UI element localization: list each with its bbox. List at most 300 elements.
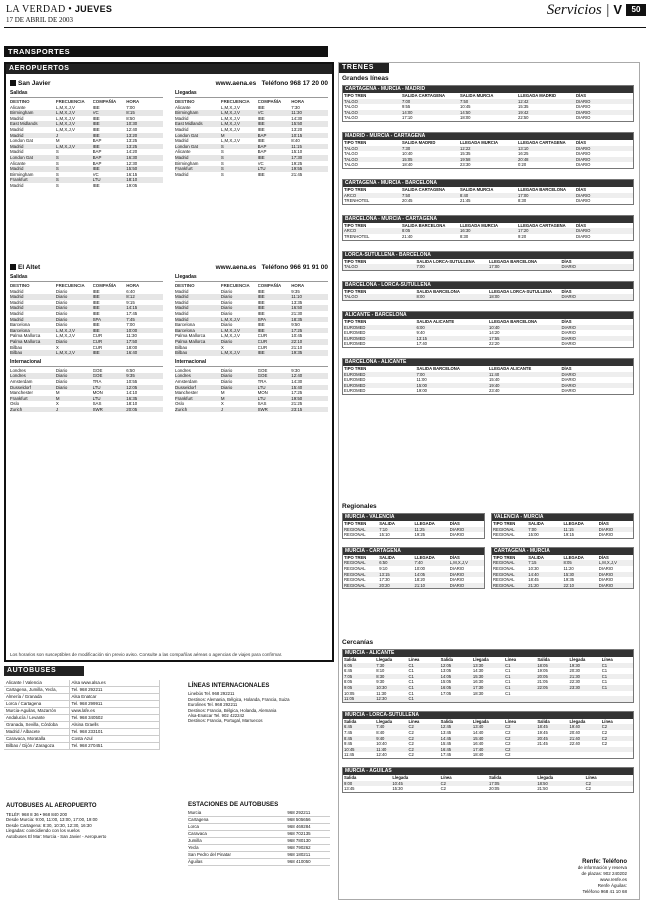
cell: M: [220, 132, 225, 138]
cell: Londres: [10, 367, 26, 373]
cell: REGIONAL: [493, 577, 515, 583]
column-header: Línea: [601, 718, 613, 724]
column-header: DÍAS: [449, 521, 460, 526]
list-item: [4, 743, 160, 750]
cell: C2: [505, 735, 511, 741]
column-header: DÍAS: [576, 222, 587, 228]
table-row: [343, 162, 633, 168]
cell: 9:30: [291, 367, 300, 373]
cell: C1: [505, 662, 511, 668]
table-row: [343, 786, 633, 792]
cell: 16:30: [126, 154, 138, 160]
cell: IBE: [92, 126, 100, 132]
cell: Lorca / Cartagena: [4, 701, 70, 707]
cell: 18:00: [460, 115, 471, 121]
cell: 16:30: [472, 679, 484, 685]
column-header: FRECUENCIA: [55, 283, 85, 288]
text-line: Renfe Águilas:: [597, 883, 627, 888]
cell: [504, 696, 536, 702]
cell: 17:40: [472, 746, 484, 752]
column-header: LLEGADA CARTAGENA: [518, 140, 566, 145]
cell: DIARIO: [449, 577, 465, 583]
cell: S: [220, 143, 224, 149]
cell: L,M,X,J,V: [220, 333, 240, 339]
cell: IBE: [92, 104, 100, 110]
cell: 22:05: [537, 684, 548, 690]
text-line: Eurolines Tel. 968 292211: [188, 702, 238, 708]
cell: 21:50: [537, 786, 548, 792]
cell: Jumilla: [188, 838, 202, 843]
cell: Madrid: [175, 115, 189, 121]
cell: TALGO: [344, 294, 358, 300]
cell: 9:35: [291, 288, 300, 294]
cell: 17:40: [416, 341, 427, 347]
page-number: 50: [626, 4, 646, 16]
cell: Birmingham: [10, 171, 34, 177]
column-header: LLEGADA ALICANTE: [489, 366, 532, 371]
cell: EUROMED: [344, 388, 366, 394]
cell: Alicante / Valencia: [4, 680, 70, 686]
cell: 10:00: [126, 327, 138, 333]
bus-companies-table: [4, 680, 160, 750]
cell: 22:50: [518, 115, 529, 121]
cell: IBE: [257, 154, 265, 160]
header-rule: [4, 27, 646, 28]
cell: Palma Mallorca: [10, 338, 41, 344]
cell: 18:50: [537, 780, 548, 786]
cell: London Gat: [10, 138, 33, 144]
cell: SAS: [92, 401, 102, 407]
cell: M: [55, 395, 60, 401]
cell: LTU: [257, 384, 266, 390]
cell: 10:30: [376, 684, 387, 690]
cell: 10:15: [291, 132, 303, 138]
route-table: [491, 513, 634, 539]
column-header: SALIDA BARCELONA: [416, 366, 460, 371]
column-header: Línea: [408, 718, 420, 724]
cell: 12:45: [440, 724, 452, 730]
cell: REGIONAL: [344, 577, 366, 583]
list-item: [4, 687, 160, 694]
cell: C1: [408, 679, 414, 685]
cell: REGIONAL: [493, 582, 515, 588]
cell: Diario: [55, 373, 68, 379]
table-row: [343, 234, 633, 240]
route-title: VALENCIA - MURCIA: [492, 514, 633, 521]
cell: CUR: [257, 338, 268, 344]
cell: Londres: [175, 367, 191, 373]
list-item: [4, 680, 160, 687]
cell: 12:40: [376, 752, 387, 758]
column-header: SALIDA CARTAGENA: [402, 187, 446, 192]
cell: 18:10: [126, 401, 138, 407]
cell: DIARIO: [449, 582, 465, 588]
cell: Madrid: [10, 288, 24, 294]
cell: Dusseldorf: [10, 384, 31, 390]
cell: L,M,X,J,V: [55, 104, 75, 110]
cell: IBE: [257, 310, 265, 316]
column-header: Salida: [344, 775, 357, 780]
cell: Madrid: [10, 126, 24, 132]
cell: 15:30: [563, 571, 574, 577]
cell: 7:00: [416, 264, 425, 270]
cell: 10:45: [392, 780, 403, 786]
cell: X: [220, 344, 224, 350]
cell: 968 469284: [287, 824, 311, 829]
cell: 8:10: [376, 668, 385, 674]
cell: Bilbao / Gijón / Zaragoza: [4, 743, 70, 749]
cell: 20:45: [537, 735, 548, 741]
newspaper-name: LA VERDAD • JUEVES: [6, 4, 113, 15]
cell: REGIONAL: [493, 565, 515, 571]
table-body: [10, 289, 163, 356]
route-title: LORCA-SUTULLENA - BARCELONA: [343, 252, 633, 259]
cell: 15:00: [528, 532, 539, 538]
cell: 19:58: [460, 156, 471, 162]
cell: 8:40: [291, 138, 300, 144]
column-header: Salida: [488, 775, 502, 780]
cell: GOE: [257, 367, 268, 373]
cell: Bilbao: [175, 344, 188, 350]
cell: Birmingham: [175, 110, 199, 116]
column-header: TIPO TREN: [344, 366, 367, 371]
list-item: [4, 715, 160, 722]
cell: Madrid: [10, 115, 24, 121]
cell: 21:30: [291, 310, 303, 316]
cell: IBE: [92, 115, 100, 121]
cell: VC: [257, 110, 264, 116]
cell: 18:30: [472, 690, 484, 696]
column-header: SALIDA: [379, 521, 395, 526]
cell: 19:00: [416, 388, 427, 394]
cell: 15:30: [392, 786, 403, 792]
cell: REGIONAL: [493, 571, 515, 577]
cell: 7:30: [291, 104, 300, 110]
cell: DIARIO: [561, 341, 576, 347]
cell: 16:35: [126, 395, 138, 401]
section-title: Servicios | V: [546, 2, 622, 18]
cell: DIARIO: [576, 228, 591, 234]
column-header: LLEGADA: [414, 521, 435, 526]
cell: DIARIO: [449, 526, 465, 532]
cell: Murcia: [188, 810, 202, 815]
column-header: Salida: [537, 657, 550, 662]
table-row: [343, 294, 633, 300]
cell: IBE: [257, 299, 265, 305]
cell: 13:45: [344, 786, 355, 792]
route-title: MURCIA - CARTAGENA: [343, 548, 484, 555]
column-header: FRECUENCIA: [220, 283, 250, 288]
aena-link[interactable]: www.aena.es: [215, 80, 257, 87]
cell: 9:20: [518, 233, 527, 239]
cell: 968 180211: [287, 852, 311, 857]
cell: Barcelona: [10, 327, 30, 333]
cell: Madrid: [10, 182, 24, 188]
cell: 15:40: [472, 735, 484, 741]
cell: 968 702135: [287, 831, 311, 836]
text-line: Linebús Tel. 968 292211: [188, 691, 235, 697]
column-header: SALIDA BARCELONA: [402, 222, 446, 228]
cell: [472, 696, 504, 702]
cell: 14:50: [460, 109, 471, 115]
cell: DIARIO: [449, 571, 465, 577]
cell: 7:00: [528, 526, 537, 532]
cell: IBE: [257, 104, 265, 110]
cell: 18:45: [528, 577, 539, 583]
cell: 17:30: [472, 684, 484, 690]
cell: SWR: [257, 406, 268, 412]
cell: 12:40: [126, 126, 138, 132]
cell: Almería / Granada: [4, 694, 70, 700]
column-header: LLEGADA: [563, 521, 584, 526]
cell: London Gat: [175, 132, 198, 138]
cell: IBE: [257, 115, 265, 121]
list-item: [188, 824, 330, 831]
cell: S: [55, 182, 59, 188]
column-header: HORA: [291, 99, 305, 104]
cell: 17:30: [379, 577, 390, 583]
cell: Londres: [175, 373, 191, 379]
cell: C2: [408, 741, 414, 747]
cell: [536, 696, 568, 702]
plane-icon: [10, 264, 16, 270]
column-header: SALIDA LORCA-SUTULLENA: [416, 258, 475, 264]
cell: 18:40: [472, 752, 484, 758]
cell: IBE: [92, 305, 100, 311]
cell: SAS: [257, 401, 267, 407]
cell: 18:40: [402, 162, 413, 168]
cell: 8:12: [126, 294, 135, 300]
cell: 20:20: [379, 582, 390, 588]
cell: 15:40: [291, 384, 303, 390]
cell: DIARIO: [598, 582, 614, 588]
route-title: BARCELONA - MURCIA - CARTAGENA: [343, 216, 633, 223]
column-header: SALIDA: [528, 554, 544, 560]
cell: J: [220, 406, 224, 412]
cell: C2: [505, 729, 511, 735]
cell: C2: [440, 780, 447, 786]
cell: 22:10: [291, 338, 303, 344]
table-row: [343, 388, 633, 394]
list-item: [188, 859, 330, 866]
table-body: [10, 105, 163, 189]
cell: Madrid: [175, 138, 189, 144]
cell: X: [55, 401, 59, 407]
cell: 968 292211: [287, 810, 311, 815]
cell: 7:50: [460, 98, 469, 104]
cell: Cartagena: [188, 817, 209, 822]
cell: ARCO: [344, 228, 357, 234]
cell: L,M,X,J,V: [55, 110, 75, 116]
column-header: SALIDA BARCELONA: [416, 288, 460, 294]
cell: 8:50: [126, 115, 135, 121]
cell: 13:30: [472, 662, 484, 668]
cell: Diario: [55, 316, 68, 322]
cell: 12:05: [126, 384, 138, 390]
cell: Tel. 968 270451: [70, 743, 160, 749]
aena-link[interactable]: www.aena.es: [215, 264, 257, 271]
text-line: de información y reserva: [577, 865, 627, 870]
cell: DIARIO: [561, 294, 576, 300]
cell: 10:00: [414, 565, 425, 571]
column-header: LLEGADA BARCELONA: [489, 258, 537, 264]
cell: Londres: [10, 373, 26, 379]
cell: S: [220, 149, 224, 155]
cell: Diario: [220, 378, 233, 384]
cell: S: [55, 171, 59, 177]
cell: [601, 696, 633, 702]
list-item: [4, 736, 160, 743]
lineas-text: [188, 691, 330, 723]
aeropuertos-note: Los horarios son susceptibles de modificación sin previo aviso. Consulte a las compañías aéreas o agencias de viajes para confirmar.: [10, 652, 283, 657]
cell: 19:40: [569, 724, 581, 730]
cell: IBE: [257, 121, 265, 127]
cell: 9:55: [402, 104, 411, 110]
cell: L,M,X,J,V: [220, 327, 240, 333]
cell: Dusseldorf: [175, 384, 196, 390]
cell: 17:10: [402, 115, 413, 121]
estaciones-rows: [188, 810, 330, 866]
table-row: [492, 532, 633, 538]
cell: DIARIO: [576, 156, 591, 162]
cell: DIARIO: [576, 192, 591, 198]
column-header: TIPO TREN: [344, 222, 367, 228]
column-header: SALIDA CARTAGENA: [402, 93, 446, 98]
column-header: DESTINO: [175, 99, 195, 104]
cell: 968 410050: [287, 859, 311, 864]
cell: IBE: [92, 143, 100, 149]
cell: DIARIO: [576, 115, 591, 121]
cell: 12:05: [440, 662, 452, 668]
cell: Bilbao: [10, 344, 23, 350]
cell: IBE: [92, 310, 100, 316]
cell: Diario: [220, 384, 233, 390]
cell: J: [55, 132, 59, 138]
cell: 7:30: [376, 662, 385, 668]
cell: Águilas: [188, 859, 203, 864]
cell: Madrid: [10, 166, 24, 172]
cell: 15:35: [518, 104, 529, 110]
cell: 12:42: [518, 98, 529, 104]
column-header: LLEGADA MADRID: [518, 93, 556, 98]
cell: 19:40: [489, 382, 500, 388]
cell: VC: [92, 110, 99, 116]
cell: TRENHOTEL: [344, 198, 370, 204]
cell: Birmingham: [10, 110, 34, 116]
list-item: [188, 838, 330, 845]
cell: L,M,X,J,V: [55, 126, 75, 132]
cell: L,M,X,J,V: [220, 121, 240, 127]
cell: 18:35: [291, 316, 303, 322]
cell: 14:30: [291, 378, 303, 384]
text-line: Autobuses El Mar: Murcia - San Javier - Aeropuerto: [6, 833, 107, 839]
column-header: DÍAS: [561, 258, 572, 264]
cell: 21:25: [291, 401, 303, 407]
cell: 12:30: [376, 696, 387, 702]
table-row: [10, 183, 163, 189]
column-header: DÍAS: [576, 93, 587, 98]
cell: SWR: [92, 406, 103, 412]
column-header: DÍAS: [561, 319, 572, 324]
cell: C1: [601, 668, 608, 674]
cell: 16:25: [518, 151, 529, 157]
cell: L,M,X,J,V: [55, 115, 75, 121]
table-row: [343, 583, 484, 589]
column-header: Línea: [601, 657, 613, 662]
cell: 14:15: [126, 305, 138, 311]
cell: 14:30: [291, 115, 303, 121]
cell: 13:35: [291, 299, 303, 305]
cell: L,M,X,J,V: [220, 138, 240, 144]
cell: MON: [257, 390, 268, 396]
cell: C1: [408, 662, 414, 668]
cell: LTU: [92, 384, 101, 390]
column-header: Salida: [344, 718, 357, 724]
column-header: TIPO TREN: [344, 554, 367, 560]
cell: Madrid / Albacete: [4, 729, 70, 735]
cell: Diario: [220, 294, 233, 300]
cell: 17:45: [440, 752, 452, 758]
list-item: [188, 831, 330, 838]
cell: TRA: [92, 378, 102, 384]
cell: Frankfurt: [10, 395, 28, 401]
cell: REGIONAL: [344, 532, 366, 538]
list-item: [4, 708, 160, 715]
cell: 16:05: [440, 684, 452, 690]
trenes-title: TRENES: [339, 63, 389, 73]
cell: IBE: [257, 126, 265, 132]
cell: BAP: [92, 138, 102, 144]
cell: Madrid: [175, 126, 189, 132]
cell: Diario: [55, 322, 68, 328]
cell: TALGO: [344, 109, 358, 115]
cell: 7:45: [344, 729, 353, 735]
cell: 10:45: [344, 746, 355, 752]
column-header: TIPO TREN: [344, 187, 367, 192]
cell: 7:40: [376, 724, 385, 730]
cell: TRA: [257, 378, 267, 384]
cell: CUR: [92, 338, 103, 344]
cell: DIARIO: [561, 335, 576, 341]
autobuses-title: AUTOBUSES: [4, 666, 84, 676]
route-title: MURCIA - LORCA-SUTULLENA: [343, 712, 633, 719]
cell: IBE: [257, 171, 265, 177]
cell: 9:50: [291, 322, 300, 328]
cell: TALGO: [344, 264, 358, 270]
cell: S: [55, 154, 59, 160]
text-line: Desde Cartagena: 8:30, 10:30, 12:30, 16:30: [6, 822, 92, 828]
cell: 7:00: [416, 371, 425, 377]
route-table: [342, 547, 485, 590]
cell: REGIONAL: [344, 560, 366, 566]
cell: BAP: [92, 149, 102, 155]
aeropuertos-panel: [4, 62, 334, 662]
cell: IBE: [92, 132, 100, 138]
route-title: BARCELONA - ALICANTE: [343, 359, 633, 366]
altet-header: El Altet www.aena.es Teléfono 966 91 91 00: [10, 264, 328, 271]
route-table: [342, 767, 634, 793]
column-header: SALIDA MURCIA: [460, 93, 494, 98]
column-header: SALIDA: [528, 521, 544, 526]
cell: REGIONAL: [493, 532, 515, 538]
column-header: DESTINO: [175, 283, 195, 288]
cell: Palma Mallorca: [10, 333, 41, 339]
cell: DIARIO: [561, 382, 576, 388]
table-row: [343, 198, 633, 204]
table-row: [492, 583, 633, 589]
route-table: [342, 132, 634, 169]
cell: C1: [408, 696, 414, 702]
